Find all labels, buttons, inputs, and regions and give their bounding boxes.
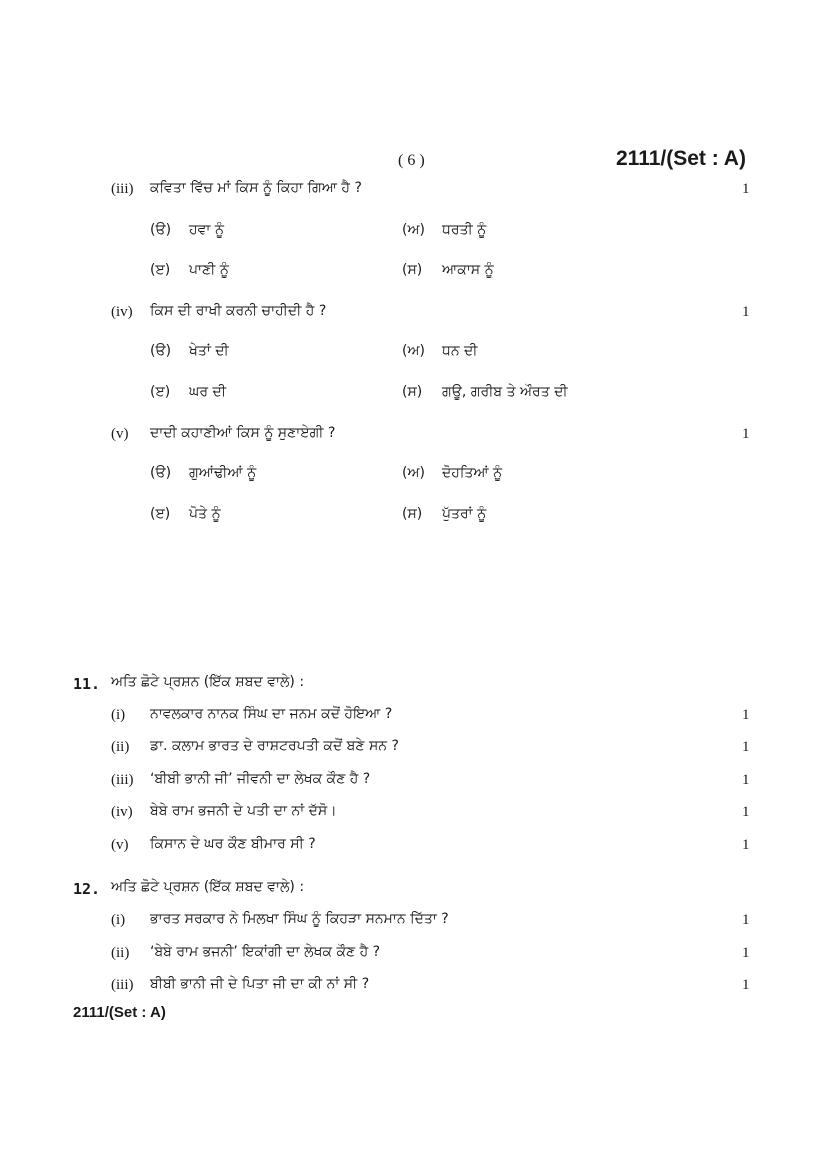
question-marks: 1 — [742, 772, 750, 788]
question-text: ਨਾਵਲਕਾਰ ਨਾਨਕ ਸਿੰਘ ਦਾ ਜਨਮ ਕਦੋਂ ਹੋਇਆ ? — [150, 706, 393, 722]
question-number: (ii) — [111, 945, 130, 961]
option-label: (ੳ) — [150, 222, 172, 238]
question-marks: 1 — [742, 912, 750, 928]
paper-code-footer: 2111/(Set : A) — [73, 1004, 166, 1021]
option-text: ਪੁੱਤਰਾਂ ਨੂੰ — [442, 506, 487, 522]
option-label: (ਸ) — [402, 384, 423, 400]
question-marks: 1 — [742, 945, 750, 961]
option-label: (ੳ) — [150, 343, 172, 359]
option-text: ਧਨ ਦੀ — [442, 343, 478, 359]
question-number: (iv) — [111, 304, 133, 320]
question-number: (iii) — [111, 772, 134, 788]
option-label: (ੲ) — [150, 506, 171, 522]
question-number: (iii) — [111, 181, 134, 197]
question-number: (iii) — [111, 977, 134, 993]
question-marks: 1 — [742, 707, 750, 723]
section-number: 11. — [73, 675, 101, 693]
question-number: (i) — [111, 912, 126, 928]
question-marks: 1 — [742, 977, 750, 993]
option-label: (ਸ) — [402, 506, 423, 522]
question-marks: 1 — [742, 837, 750, 853]
question-text: ਬੀਬੀ ਭਾਨੀ ਜੀ ਦੇ ਪਿਤਾ ਜੀ ਦਾ ਕੀ ਨਾਂ ਸੀ ? — [150, 976, 370, 992]
question-marks: 1 — [742, 739, 750, 755]
option-text: ਦੋਹਤਿਆਂ ਨੂੰ — [442, 465, 503, 481]
option-label: (ੳ) — [150, 465, 172, 481]
question-text: ਕਵਿਤਾ ਵਿੱਚ ਮਾਂ ਕਿਸ ਨੂੰ ਕਿਹਾ ਗਿਆ ਹੈ ? — [150, 180, 362, 196]
question-number: (ii) — [111, 739, 130, 755]
question-text: ਡਾ. ਕਲਾਮ ਭਾਰਤ ਦੇ ਰਾਸ਼ਟਰਪਤੀ ਕਦੋਂ ਬਣੇ ਸਨ ? — [150, 738, 399, 754]
option-text: ਖੇਤਾਂ ਦੀ — [189, 343, 229, 359]
option-label: (ਸ) — [402, 262, 423, 278]
option-text: ਧਰਤੀ ਨੂੰ — [442, 222, 487, 238]
option-label: (ੲ) — [150, 262, 171, 278]
section-heading: ਅਤਿ ਛੋਟੇ ਪ੍ਰਸ਼ਨ (ਇੱਕ ਸ਼ਬਦ ਵਾਲੇ) : — [111, 674, 305, 690]
question-number: (iv) — [111, 804, 133, 820]
option-label: (ੲ) — [150, 384, 171, 400]
option-label: (ਅ) — [402, 465, 425, 481]
question-text: ਬੇਬੇ ਰਾਮ ਭਜਨੀ ਦੇ ਪਤੀ ਦਾ ਨਾਂ ਦੱਸੋ। — [150, 803, 337, 819]
question-text: ‘ਬੇਬੇ ਰਾਮ ਭਜਨੀ’ ਇਕਾਂਗੀ ਦਾ ਲੇਖਕ ਕੌਣ ਹੈ ? — [150, 944, 381, 960]
option-text: ਗਊ, ਗਰੀਬ ਤੇ ਔਰਤ ਦੀ — [442, 384, 568, 400]
option-label: (ਅ) — [402, 343, 425, 359]
question-number: (i) — [111, 707, 126, 723]
page-number: ( 6 ) — [398, 152, 425, 169]
section-number: 12. — [73, 880, 101, 898]
question-marks: 1 — [742, 181, 750, 197]
paper-code-header: 2111/(Set : A) — [616, 147, 746, 170]
question-text: ਕਿਸਾਨ ਦੇ ਘਰ ਕੌਣ ਬੀਮਾਰ ਸੀ ? — [150, 836, 316, 852]
option-label: (ਅ) — [402, 222, 425, 238]
question-text: ਦਾਦੀ ਕਹਾਣੀਆਂ ਕਿਸ ਨੂੰ ਸੁਣਾਏਗੀ ? — [150, 425, 336, 441]
question-text: ‘ਬੀਬੀ ਭਾਨੀ ਜੀ’ ਜੀਵਨੀ ਦਾ ਲੇਖਕ ਕੌਣ ਹੈ ? — [150, 771, 371, 787]
option-text: ਘਰ ਦੀ — [189, 384, 227, 400]
question-number: (v) — [111, 426, 129, 442]
option-text: ਹਵਾ ਨੂੰ — [189, 222, 224, 238]
option-text: ਗੁਆਂਢੀਆਂ ਨੂੰ — [189, 465, 257, 481]
question-text: ਕਿਸ ਦੀ ਰਾਖੀ ਕਰਨੀ ਚਾਹੀਦੀ ਹੈ ? — [150, 303, 327, 319]
question-number: (v) — [111, 837, 129, 853]
option-text: ਆਕਾਸ ਨੂੰ — [442, 262, 494, 278]
question-marks: 1 — [742, 426, 750, 442]
section-heading: ਅਤਿ ਛੋਟੇ ਪ੍ਰਸ਼ਨ (ਇੱਕ ਸ਼ਬਦ ਵਾਲੇ) : — [111, 879, 305, 895]
question-marks: 1 — [742, 304, 750, 320]
question-marks: 1 — [742, 804, 750, 820]
option-text: ਪੋਤੇ ਨੂੰ — [189, 506, 221, 522]
option-text: ਪਾਣੀ ਨੂੰ — [189, 262, 229, 278]
question-text: ਭਾਰਤ ਸਰਕਾਰ ਨੇ ਮਿਲਖਾ ਸਿੰਘ ਨੂੰ ਕਿਹੜਾ ਸਨਮਾਨ ਦਿੱਤਾ ? — [150, 911, 449, 927]
